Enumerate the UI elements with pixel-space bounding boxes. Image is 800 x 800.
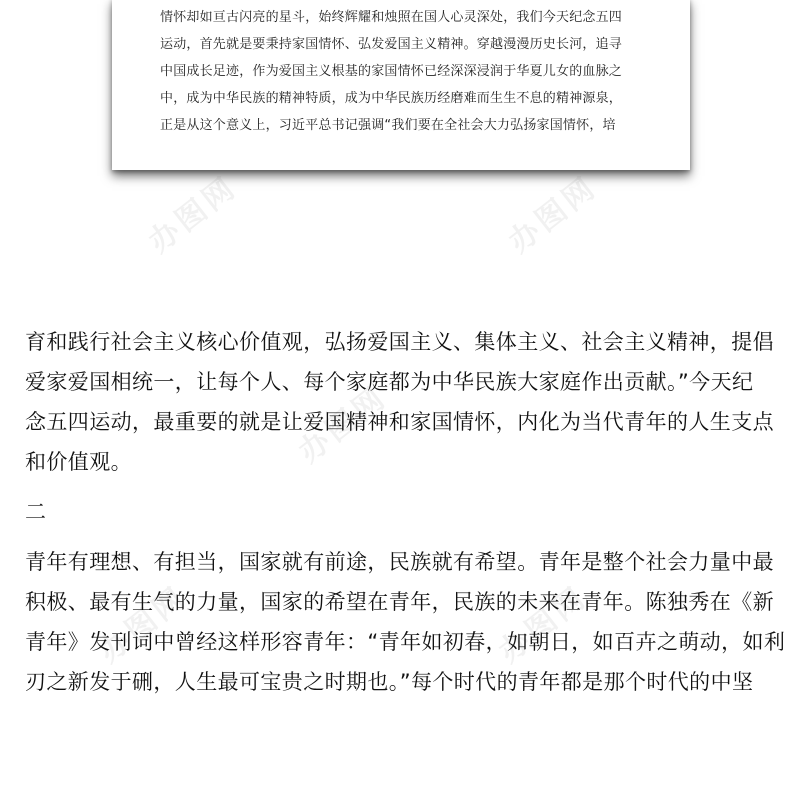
paragraph-line: 念五四运动，最重要的就是让爱国精神和家国情怀，内化为当代青年的人生支点 — [25, 410, 774, 434]
watermark: 办图网 — [492, 579, 595, 670]
paragraph-gap — [25, 534, 785, 542]
watermark: 办图网 — [502, 169, 605, 260]
watermark: 办图网 — [292, 379, 395, 470]
card-line: 中，成为中华民族的精神特质，成为中华民族历经磨难而生生不息的精神源泉， — [160, 91, 623, 106]
document-page-card — [112, 0, 690, 170]
card-line: 正是从这个意义上，习近平总书记强调“我们要在全社会大力弘扬家国情怀，培 — [160, 118, 616, 133]
paragraph-line: 刃之新发于硎，人生最可宝贵之时期也。”每个时代的青年都是那个时代的中坚 — [25, 670, 754, 694]
paragraph-line: 和价值观。 — [25, 450, 132, 474]
card-text-block — [160, 4, 660, 139]
watermark: 办图网 — [142, 169, 245, 260]
paragraph-line: 青年》发刊词中曾经这样形容青年：“青年如初春，如朝日，如百卉之萌动，如利 — [25, 630, 786, 654]
watermark: 办图网 — [92, 579, 195, 670]
body-text — [25, 322, 785, 702]
paragraph-line: 爱家爱国相统一，让每个人、每个家庭都为中华民族大家庭作出贡献。”今天纪 — [25, 370, 754, 394]
paragraph-gap — [25, 482, 785, 490]
card-line: 中国成长足迹，作为爱国主义根基的家国情怀已经深深浸润于华夏儿女的血脉之 — [160, 64, 623, 79]
section-number: 二 — [25, 500, 46, 524]
paragraph-line: 积极、最有生气的力量，国家的希望在青年，民族的未来在青年。陈独秀在《新 — [25, 590, 774, 614]
card-line: 运动，首先就是要秉持家国情怀、弘发爱国主义精神。穿越漫漫历史长河，追寻 — [160, 37, 623, 52]
paragraph-line: 育和践行社会主义核心价值观，弘扬爱国主义、集体主义、社会主义精神，提倡 — [25, 330, 774, 354]
paragraph-line: 青年有理想、有担当，国家就有前途，民族就有希望。青年是整个社会力量中最 — [25, 550, 774, 574]
card-line: 情怀却如亘古闪亮的星斗，始终辉耀和烛照在国人心灵深处，我们今天纪念五四 — [160, 10, 623, 25]
